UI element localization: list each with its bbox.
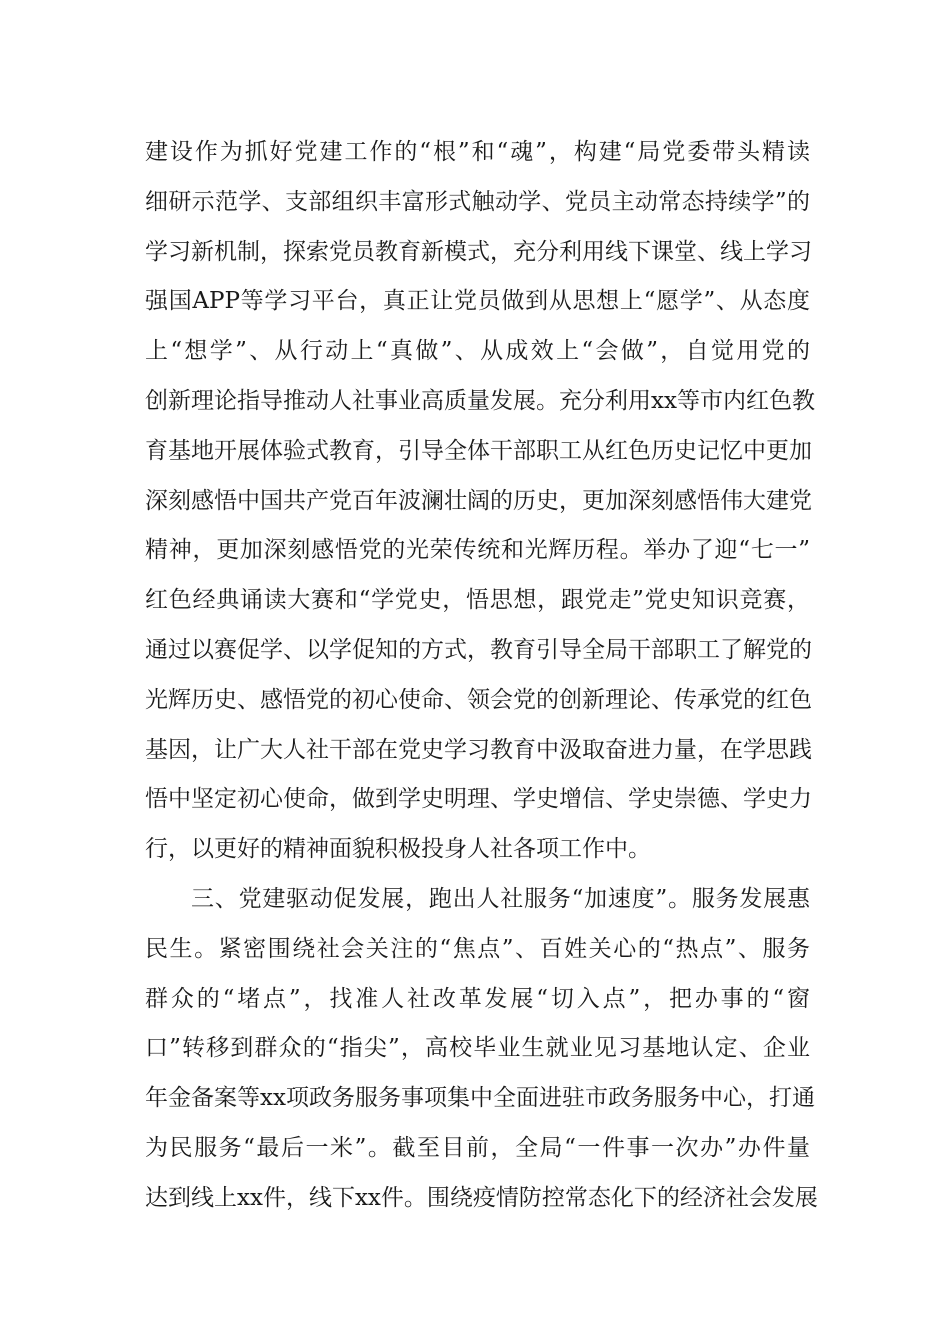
text-line: 民生。紧密围绕社会关注的“焦点”、百姓关心的“热点”、服务 bbox=[145, 935, 810, 962]
text-line: 口”转移到群众的“指尖”，高校毕业生就业见习基地认定、企业 bbox=[145, 1035, 810, 1062]
text-line: 深刻感悟中国共产党百年波澜壮阔的历史，更加深刻感悟伟大建党 bbox=[145, 487, 812, 514]
text-line: 通过以赛促学、以学促知的方式，教育引导全局干部职工了解党的 bbox=[145, 636, 812, 663]
text-line: 三、党建驱动促发展，跑出人社服务“加速度”。服务发展惠 bbox=[191, 885, 810, 912]
text-line: 精神，更加深刻感悟党的光荣传统和光辉历程。举办了迎“七一” bbox=[145, 537, 810, 564]
text-line: 行，以更好的精神面貌积极投身人社各项工作中。 bbox=[145, 836, 651, 863]
text-line: 细研示范学、支部组织丰富形式触动学、党员主动常态持续学”的 bbox=[145, 188, 810, 215]
text-line: 上“想学”、从行动上“真做”、从成效上“会做”，自觉用党的 bbox=[145, 338, 810, 365]
text-line: 悟中坚定初心使命，做到学史明理、学史增信、学史崇德、学史力 bbox=[145, 786, 812, 813]
text-line: 群众的“堵点”，找准人社改革发展“切入点”，把办事的“窗 bbox=[145, 985, 810, 1012]
text-line: 年金备案等xx项政务服务事项集中全面进驻市政务服务中心，打通 bbox=[145, 1085, 815, 1112]
text-line: 学习新机制，探索党员教育新模式，充分利用线下课堂、线上学习 bbox=[145, 238, 812, 265]
text-line: 建设作为抓好党建工作的“根”和“魂”，构建“局党委带头精读 bbox=[145, 139, 810, 165]
text-line: 育基地开展体验式教育，引导全体干部职工从红色历史记忆中更加 bbox=[145, 437, 812, 464]
text-line: 基因，让广大人社干部在党史学习教育中汲取奋进力量，在学思践 bbox=[145, 736, 812, 763]
body-text bbox=[145, 128, 818, 1224]
paragraph-1 bbox=[145, 128, 815, 875]
text-line: 为民服务“最后一米”。截至目前，全局“一件事一次办”办件量 bbox=[145, 1134, 810, 1161]
text-line: 光辉历史、感悟党的初心使命、领会党的创新理论、传承党的红色 bbox=[145, 686, 812, 713]
text-line: 创新理论指导推动人社事业高质量发展。充分利用xx等市内红色教 bbox=[145, 387, 815, 414]
paragraph-2 bbox=[145, 875, 818, 1224]
text-line: 达到线上xx件，线下xx件。围绕疫情防控常态化下的经济社会发展 bbox=[145, 1184, 818, 1211]
text-line: 红色经典诵读大赛和“学党史，悟思想，跟党走”党史知识竞赛， bbox=[145, 587, 810, 614]
text-line: 强国APP等学习平台，真正让党员做到从思想上“愿学”、从态度 bbox=[145, 288, 810, 315]
